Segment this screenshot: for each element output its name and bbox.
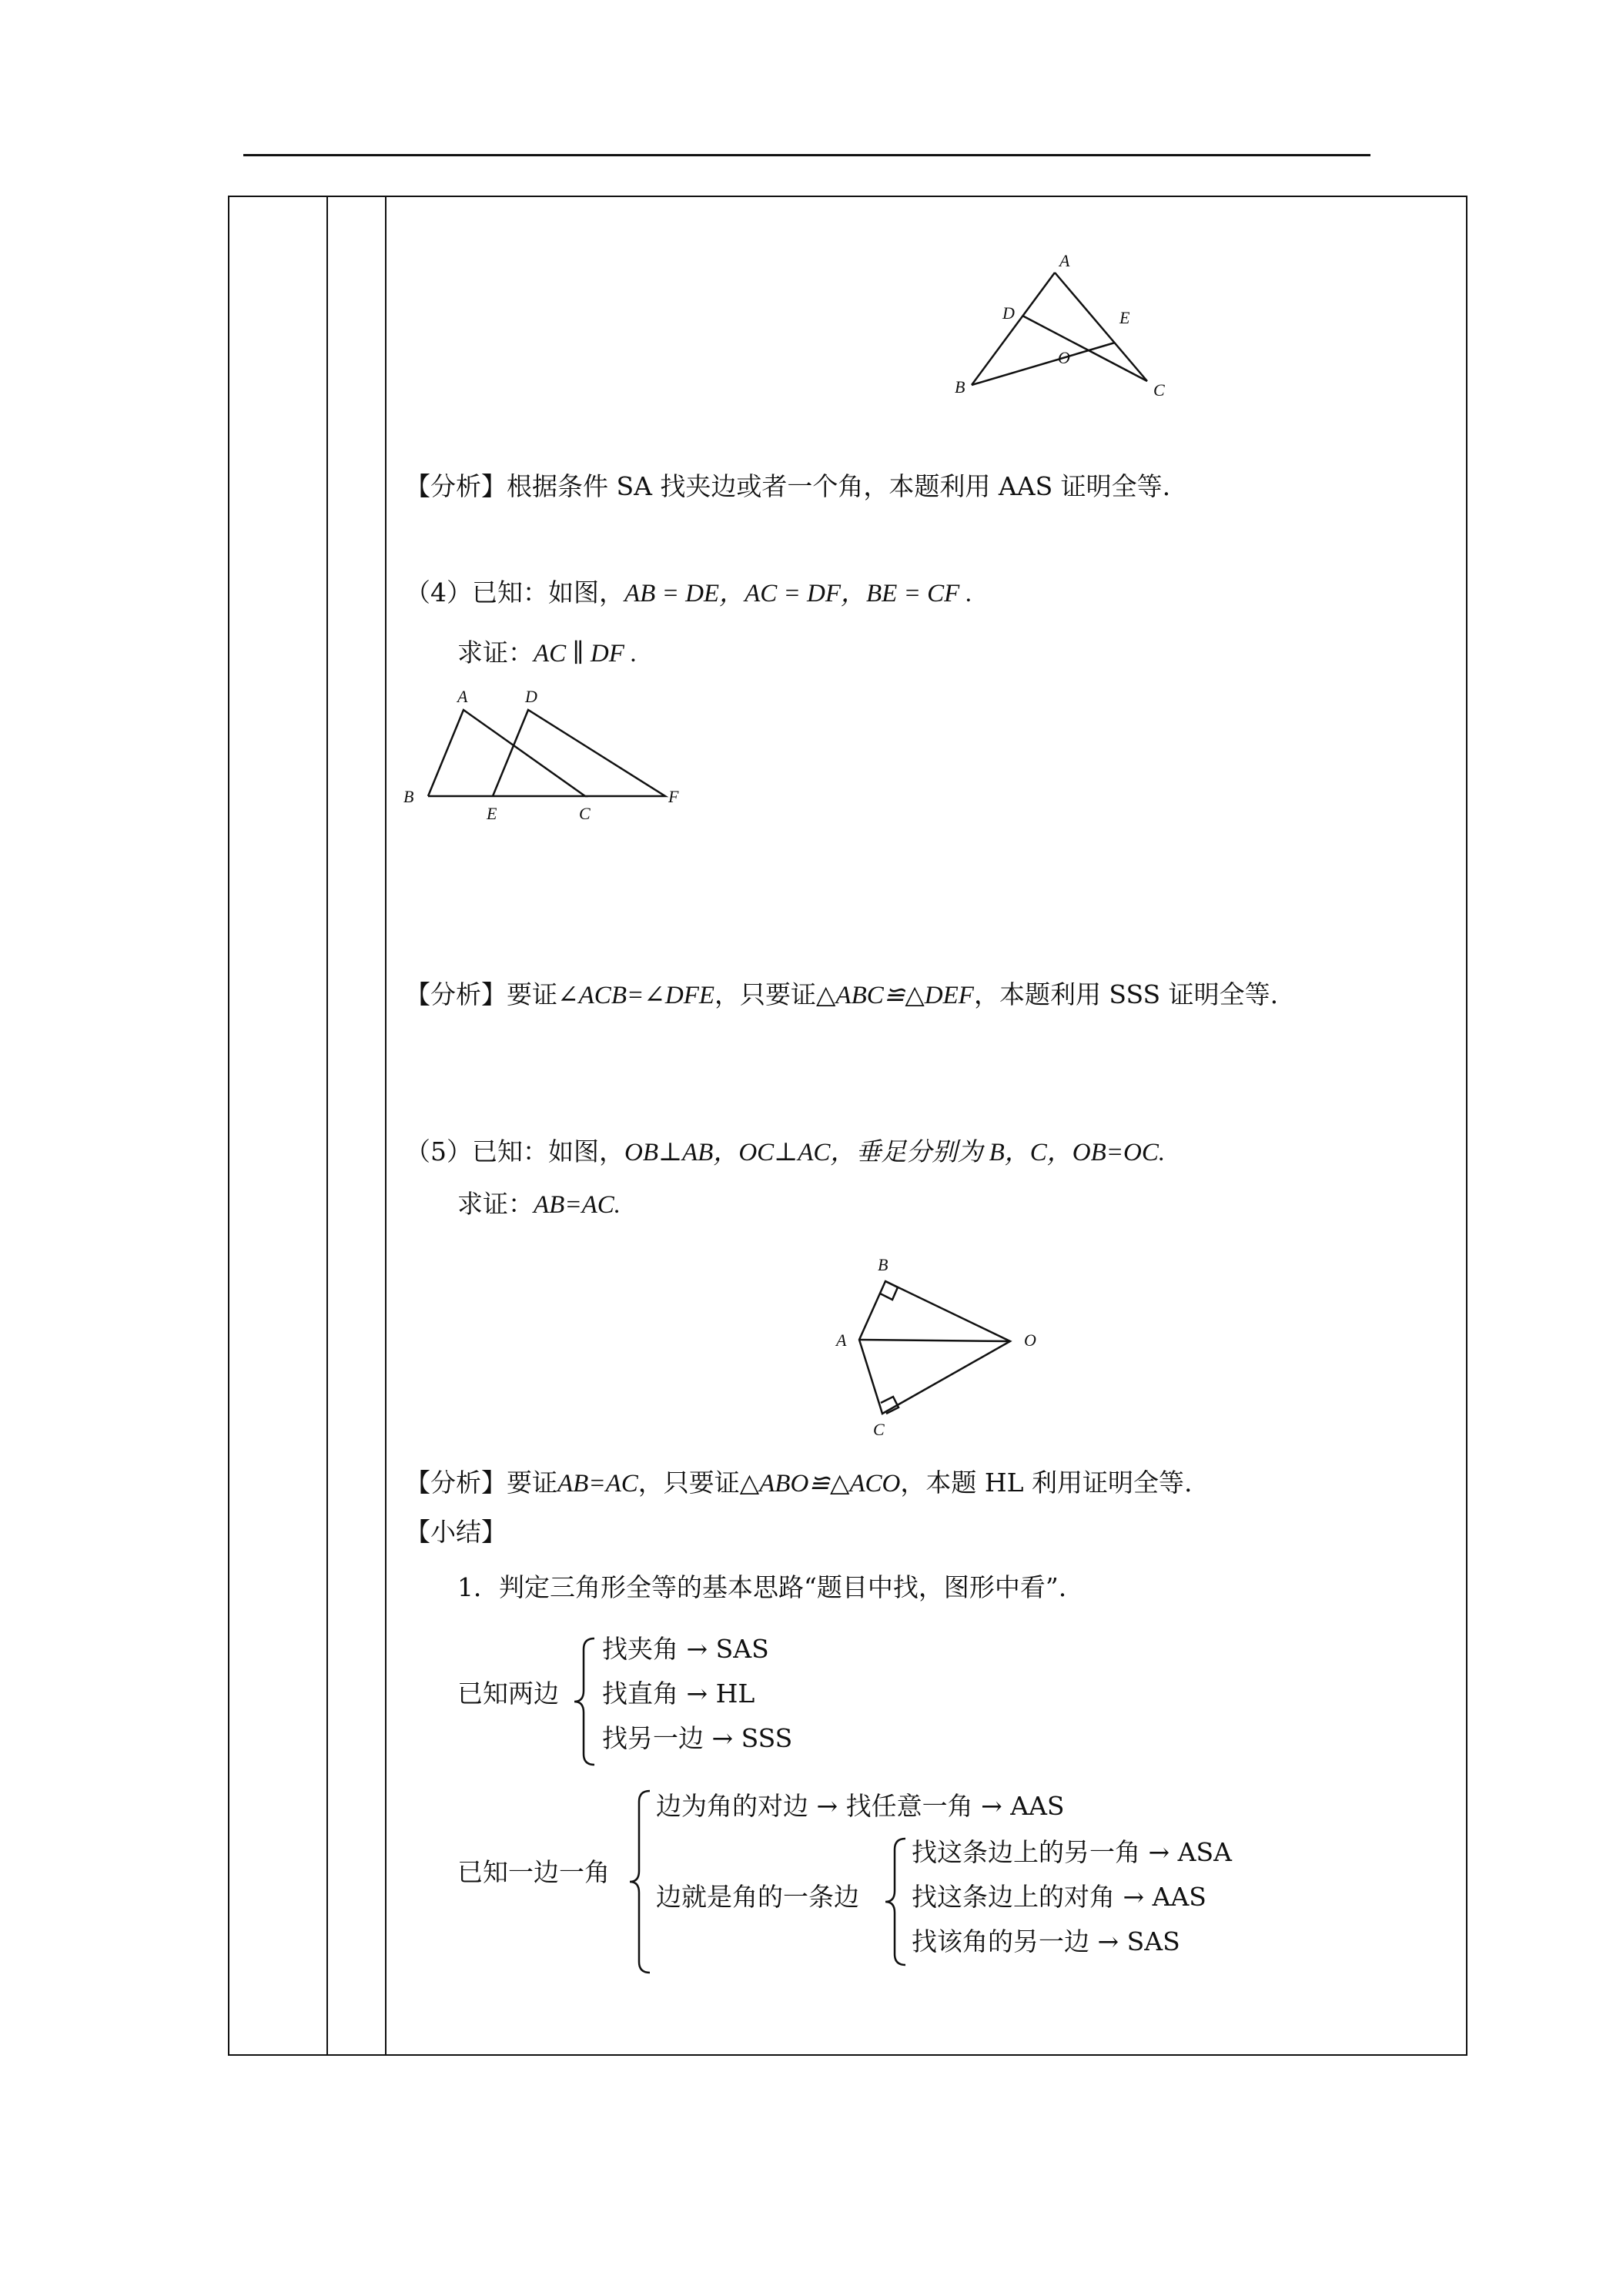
label-O: O [1024,1330,1036,1350]
brace-branch-2 [882,1836,909,1968]
label-B: B [955,377,965,397]
label-O: O [1058,348,1070,367]
column-divider-2 [385,197,387,2054]
problem-5-given [405,1135,1165,1170]
analysis-text: ，只要证 [714,979,817,1009]
header-rule [243,154,1370,156]
figure-two-triangles [400,687,678,825]
label-A: A [457,687,468,706]
problem-4-prove [457,636,637,671]
label-E: E [487,804,497,823]
problem-5-prove [457,1187,621,1222]
analysis-text: 要证 [507,979,557,1009]
column-divider-1 [326,197,328,2054]
two-sides-item-2: 找直角 → HL [602,1678,755,1709]
label-D: D [525,687,537,706]
branch-2-item-3: 找该角的另一边 → SAS [912,1926,1180,1956]
analysis-4 [405,978,1278,1012]
branch-2-item-2: 找这条边上的对角 → AAS [912,1882,1206,1912]
problem-given: AB = DE，AC = DF，BE = CF . [624,580,972,607]
analysis-text: ，本题 HL 利用证明全等. [900,1468,1193,1498]
brace-two-sides [571,1635,597,1768]
label-C: C [873,1420,885,1439]
analysis-prefix: 【分析】 [405,1468,507,1498]
summary-item-1: 1．判定三角形全等的基本思路“题目中找，图形中看”. [457,1572,1067,1602]
two-sides-item-1: 找夹角 → SAS [602,1634,769,1664]
two-sides-label: 已知两边 [457,1678,559,1709]
analysis-text: 根据条件 SA 找夹边或者一个角，本题利用 AAS 证明全等. [507,471,1171,501]
figure-kite-abo [805,1244,1052,1441]
analysis-math: ∠ACB=∠DFE [557,982,715,1009]
label-A: A [836,1330,847,1350]
prove-statement: AB=AC. [534,1191,621,1219]
one-side-angle-branch-1: 边为角的对边 → 找任意一角 → AAS [656,1791,1065,1821]
branch-2-item-1: 找这条边上的另一角 → ASA [912,1837,1232,1867]
problem-4-given [405,576,972,611]
two-sides-item-3: 找另一边 → SSS [602,1723,793,1753]
summary-heading: 【小结】 [405,1517,507,1547]
problem-number: （5）已知：如图， [405,1136,624,1166]
one-side-angle-branch-2-label: 边就是角的一条边 [656,1882,859,1912]
analysis-text: ，本题利用 SSS 证明全等. [973,979,1279,1009]
label-A: A [1059,251,1070,270]
analysis-text: 要证 [507,1468,557,1498]
analysis-math: △ABC≌△DEF [816,982,974,1009]
one-side-angle-label: 已知一边一角 [457,1857,610,1887]
figure-triangle-abc-crossing [955,246,1201,408]
analysis-prefix: 【分析】 [405,979,507,1009]
prove-statement: AC ∥ DF . [534,640,637,668]
label-C: C [579,804,591,823]
prove-label: 求证： [457,638,534,668]
analysis-3 [405,470,1170,504]
label-D: D [1002,303,1015,323]
label-E: E [1119,308,1130,327]
prove-label: 求证： [457,1189,534,1219]
analysis-math: AB=AC [557,1470,638,1498]
analysis-math: △ABO≌△ACO [739,1470,901,1498]
analysis-prefix: 【分析】 [405,471,507,501]
label-C: C [1153,380,1165,400]
analysis-5 [405,1466,1193,1501]
analysis-text: ，只要证 [637,1468,740,1498]
label-F: F [668,787,679,806]
label-B: B [403,787,414,806]
label-B: B [878,1255,888,1274]
brace-one-side-angle [627,1788,653,1976]
problem-number: （4）已知：如图， [405,577,624,607]
problem-given: OB⊥AB，OC⊥AC，垂足分别为 B，C，OB=OC. [624,1139,1166,1166]
